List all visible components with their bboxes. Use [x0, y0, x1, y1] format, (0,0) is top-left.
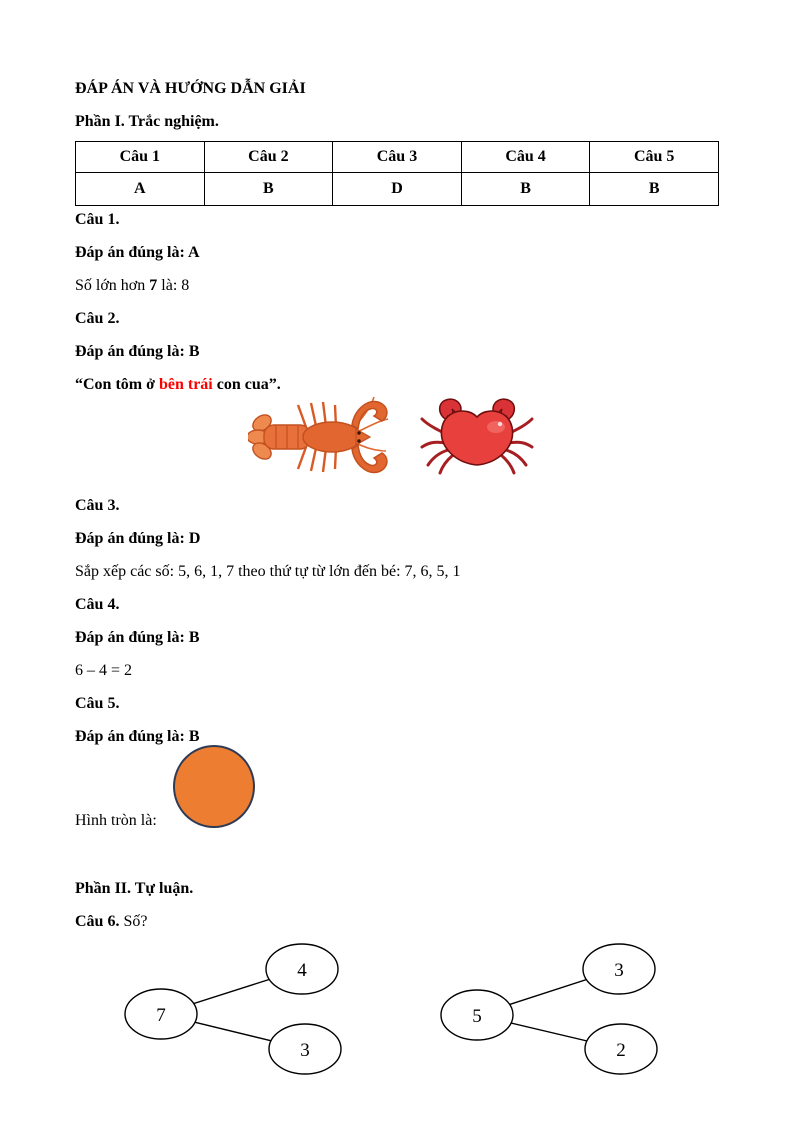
q1-label: Câu 1. — [75, 211, 120, 228]
table-header-cell: Câu 3 — [333, 142, 462, 173]
q6-label-line — [75, 911, 147, 932]
bond2-part-top: 3 — [614, 960, 624, 981]
document-title: ĐÁP ÁN VÀ HƯỚNG DẪN GIẢI — [75, 80, 306, 97]
number-bond-diagrams — [0, 937, 794, 1107]
q3-answer: Đáp án đúng là: D — [75, 530, 201, 547]
lobster-illustration — [248, 391, 390, 486]
q3-label: Câu 3. — [75, 497, 120, 514]
table-header-cell: Câu 5 — [590, 142, 719, 173]
q5-answer: Đáp án đúng là: B — [75, 728, 200, 745]
q1-explanation-post: là: 8 — [157, 277, 190, 294]
q2-label: Câu 2. — [75, 310, 120, 327]
q1-answer: Đáp án đúng là: A — [75, 244, 200, 261]
q2-statement-pre: “Con tôm ở — [75, 376, 159, 393]
q6-label: Câu 6. — [75, 913, 120, 930]
table-answer-cell: A — [76, 173, 205, 206]
q4-explanation: 6 – 4 = 2 — [75, 662, 133, 679]
bond2-part-bottom: 2 — [616, 1040, 626, 1061]
bond1-part-bottom: 3 — [300, 1040, 310, 1061]
q2-answer: Đáp án đúng là: B — [75, 343, 200, 360]
part1-heading: Phần I. Trắc nghiệm. — [75, 113, 219, 130]
table-answer-cell: D — [333, 173, 462, 206]
table-header-row — [76, 142, 719, 173]
table-header-cell: Câu 4 — [461, 142, 590, 173]
table-answer-cell: B — [461, 173, 590, 206]
circle-shape — [173, 745, 255, 828]
bond2-whole: 5 — [472, 1006, 482, 1027]
q6-prompt: Số? — [119, 913, 148, 930]
q5-caption: Hình tròn là: — [75, 812, 157, 829]
q2-statement-highlight: bên trái — [158, 376, 213, 393]
q4-answer: Đáp án đúng là: B — [75, 629, 200, 646]
table-answer-cell: B — [204, 173, 333, 206]
q1-explanation-pre: Số lớn hơn — [75, 277, 150, 294]
table-header-cell: Câu 1 — [76, 142, 205, 173]
part2-heading: Phần II. Tự luận. — [75, 880, 194, 897]
q3-explanation: Sắp xếp các số: 5, 6, 1, 7 theo thứ tự từ lớn đến bé: 7, 6, 5, 1 — [75, 563, 461, 580]
q4-label: Câu 4. — [75, 596, 120, 613]
q2-statement-post: con cua”. — [212, 376, 281, 393]
crab-illustration — [420, 397, 534, 480]
bond1-part-top: 4 — [297, 960, 307, 981]
table-answer-cell: B — [590, 173, 719, 206]
bond1-whole: 7 — [156, 1005, 166, 1026]
q5-label: Câu 5. — [75, 695, 120, 712]
table-answer-row — [76, 173, 719, 206]
table-header-cell: Câu 2 — [204, 142, 333, 173]
answer-key-table — [75, 141, 719, 206]
q1-explanation-bold: 7 — [149, 277, 158, 294]
q1-explanation — [75, 275, 189, 296]
